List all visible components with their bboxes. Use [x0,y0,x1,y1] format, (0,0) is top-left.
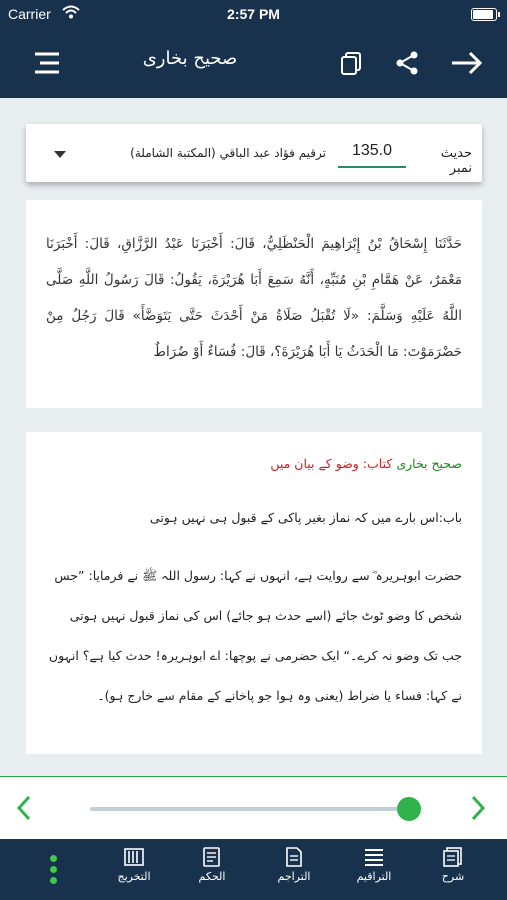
tab-hukm[interactable] [177,847,247,883]
tab-sharh-label: شرح [441,870,465,883]
arabic-hadith-text: حَدَّثَنَا إِسْحَاقُ بْنُ إِبْرَاهِيمَ الْحَنْظَلِيُّ، قَالَ: أَخْبَرَنَا عَبْدُ الرَّزَّاقِ، قَالَ: أَخْبَرَنَا مَعْمَرٌ، عَنْ هَمَّامِ بْنِ مُنَبِّهٍ، أَنَّهُ سَمِعَ أَبَا هُرَيْرَةَ، يَقُولُ: قَالَ رَسُولُ اللَّهِ صَلَّى اللَّهُ عَلَيْهِ وَسَلَّمَ: «لَا تُقْبَلُ صَلَاةُ مَنْ أَحْدَثَ حَتَّى يَتَوَضَّأَ» قَالَ رَجُلٌ مِنْ حَضْرَمَوْتَ: مَا الْحَدَثُ يَا أَبَا هُرَيْرَةَ؟، قَالَ: فُسَاءٌ أَوْ ضُرَاطٌ [46,236,462,360]
nav-bar [0,28,507,98]
status-bar [0,0,507,28]
more-icon[interactable] [48,855,58,887]
battery-icon [471,8,497,21]
tab-sharh[interactable] [418,847,488,883]
translation-card [26,432,482,754]
slider-fill [90,807,409,811]
hadith-number-label: حدیث نمبر [440,146,472,176]
chevron-right-icon[interactable] [466,793,490,823]
tab-takhreej-label: التخریج [117,870,151,883]
tab-takhreej[interactable] [99,847,169,883]
chevron-left-icon[interactable] [12,793,36,823]
tab-bar [0,839,507,900]
hadith-number-input[interactable] [338,136,406,168]
list-icon [363,847,385,867]
arabic-hadith-card [26,200,482,408]
hadith-navigation [0,777,507,839]
bab-title: باب:اس بارے میں کہ نماز بغیر پاکی کے قبول ہی نہیں ہوتی [149,510,462,525]
tab-hukm-label: الحکم [198,870,226,883]
book-icon [442,847,464,867]
tab-tarajim[interactable] [259,847,329,883]
book-label: صحیح بخاری [396,456,462,471]
note-icon [201,847,223,867]
dropdown-arrow-icon[interactable] [54,151,66,158]
tab-tarajim-label: التراجم [277,870,311,883]
numbering-select[interactable]: ترقيم فؤاد عبد الباقي (المكتبة الشاملة) [130,146,326,160]
status-time: 2:57 PM [227,6,280,22]
books-icon [123,847,145,867]
share-icon[interactable] [392,48,422,78]
translation-text: حضرت ابوہریرہ ؓ سے روایت ہے، انہوں نے کہا: رسول اللہ ﷺ نے فرمایا: ”جس شخص کا وضو ٹوٹ جائے (اسے حدث ہو جائے) اس کی نماز قبول نہیں ہوتی جب تک وضو نہ کرے۔“ ایک حضرمی نے پوچھا: اے ابوہریرہ! حدث کیا ہے؟ انہوں نے کہا: فساء یا ضراط (یعنی وہ ہوا جو پاخانے کے مقام سے خارج ہو)۔ [48,568,462,703]
slider-thumb[interactable] [397,797,421,821]
forward-arrow-icon[interactable] [450,48,484,78]
menu-icon[interactable] [32,48,62,78]
battery-fill [473,10,493,19]
page-title: صحیح بخاری [142,48,238,69]
tab-taraqeem[interactable] [339,847,409,883]
document-icon [283,847,305,867]
copy-icon[interactable] [337,48,367,78]
translation-heading [46,456,462,471]
carrier-label: Carrier [8,6,51,22]
tab-taraqeem-label: التراقیم [356,870,392,883]
hadith-search-bar [26,124,482,182]
hadith-slider[interactable] [90,807,412,811]
chapter-label: کتاب: وضو کے بیان میں [270,456,393,471]
